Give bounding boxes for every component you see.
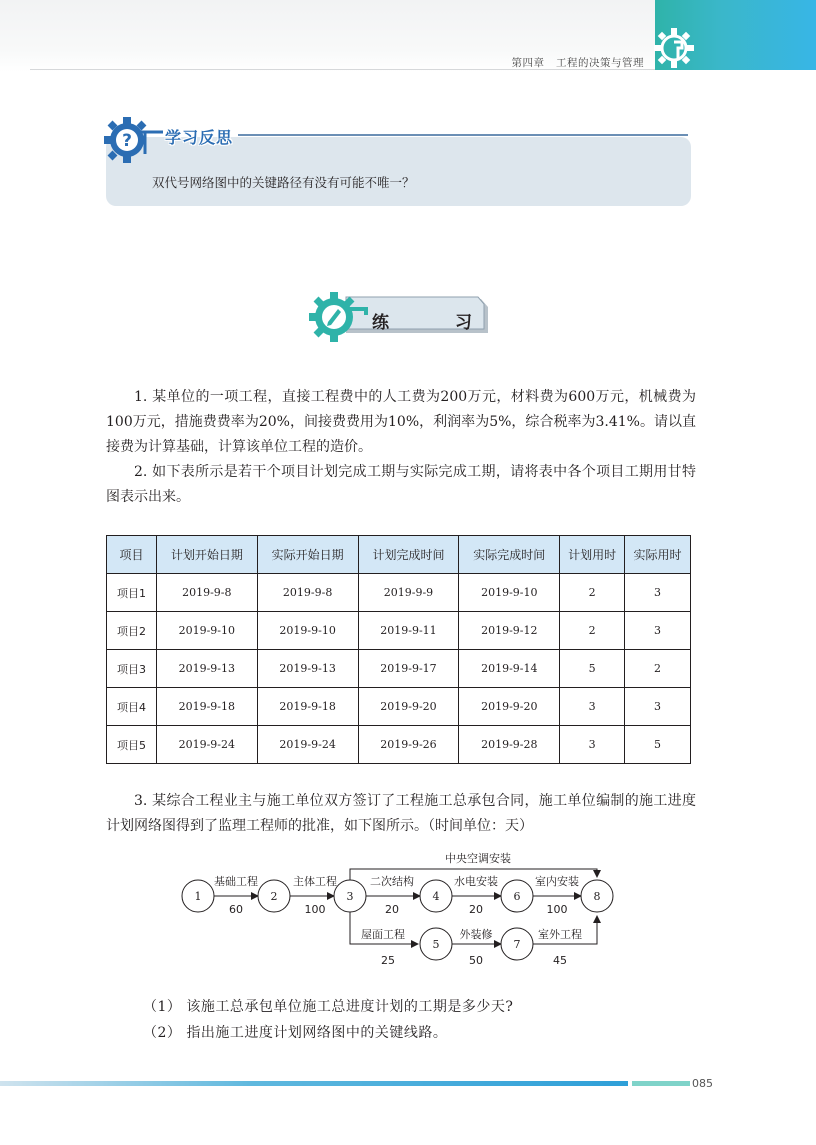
activity-duration: 20 [469,903,483,916]
question-1: （1） 该施工总承包单位施工总进度计划的工期是多少天? [143,999,514,1015]
activity-duration: 50 [469,954,483,967]
problem-3: 3. 某综合工程业主与施工单位双方签订了工程施工总承包合同，施工单位编制的施工进度计划网络图得到了监理工程师的批准，如下图所示。（时间单位：天） [106,793,696,834]
question-gear-icon [103,114,165,166]
table-cell: 2019-9-24 [257,726,358,764]
activity-name: 中央空调安装 [445,852,511,865]
header-cell: 计划用时 [560,536,625,574]
exercise-title [372,308,472,333]
chapter-number: 第四章 [511,57,545,69]
table-cell: 2 [560,612,625,650]
activity-name: 二次结构 [370,875,414,888]
table-cell: 2019-9-28 [459,726,560,764]
footer-accent-bar [632,1081,690,1086]
table-cell: 5 [625,726,691,764]
table-cell: 3 [625,688,691,726]
exercise-title-left: 练 [372,313,389,333]
table-cell: 2019-9-20 [358,688,459,726]
table-cell: 2019-9-10 [156,612,257,650]
table-cell: 2019-9-10 [459,574,560,612]
activity-name: 基础工程 [214,875,258,888]
node-label: 3 [346,890,354,903]
node-label: 2 [270,890,278,903]
node-label: 7 [513,938,521,951]
table-cell: 项目4 [107,688,157,726]
table-cell: 项目1 [107,574,157,612]
table-cell: 项目3 [107,650,157,688]
svg-text:?: ? [122,131,132,151]
chapter-title: 工程的决策与管理 [556,57,644,69]
network-diagram [170,845,630,970]
table-cell: 2019-9-26 [358,726,459,764]
activity-duration: 100 [546,903,568,916]
table-cell: 2019-9-18 [156,688,257,726]
activity-name: 室内安装 [535,875,579,888]
table-cell: 2019-9-14 [459,650,560,688]
activity-duration: 60 [229,903,243,916]
header-cell: 项目 [107,536,157,574]
table-cell: 2 [560,574,625,612]
table-cell: 2019-9-18 [257,688,358,726]
header-cell: 实际开始日期 [257,536,358,574]
node-label: 5 [432,938,440,951]
table-cell: 2 [625,650,691,688]
node-label: 1 [194,890,202,903]
activity-duration: 25 [381,954,395,967]
table-row [107,726,691,764]
activity-duration: 20 [385,903,399,916]
table-cell: 2019-9-13 [257,650,358,688]
table-cell: 3 [560,688,625,726]
table-cell: 5 [560,650,625,688]
footer-bar [0,1081,628,1086]
activity-name: 外装修 [459,928,493,941]
question-2: （2） 指出施工进度计划网络图中的关键线路。 [143,1025,448,1041]
problem-1: 1. 某单位的一项工程，直接工程费中的人工费为200万元，材料费为600万元，机械费为100万元，措施费费率为20%，间接费费用为10%，利润率为5%，综合税率为3.41%。请以直接费为计算基础，计算该单位工程的造价。 [106,389,696,455]
reflection-title: 学习反思 [165,128,234,147]
table-row [107,574,691,612]
activity-name: 水电安装 [454,875,498,888]
table-cell: 2019-9-9 [358,574,459,612]
activity-name: 室外工程 [538,928,582,941]
reflection-question: 双代号网络图中的关键路径有没有可能不唯一？ [152,175,415,190]
gear-icon [652,26,696,70]
header-cell: 实际用时 [625,536,691,574]
header-cell: 计划开始日期 [156,536,257,574]
table-header-row [107,536,691,574]
table-cell: 2019-9-24 [156,726,257,764]
schedule-table [106,535,691,764]
header-cell: 计划完成时间 [358,536,459,574]
reflection-title-rule [238,134,688,136]
header-cell: 实际完成时间 [459,536,560,574]
table-cell: 3 [625,612,691,650]
table-cell: 项目2 [107,612,157,650]
problem-2: 2. 如下表所示是若干个项目计划完成工期与实际完成工期，请将表中各个项目工期用甘特图表示出来。 [106,464,696,505]
table-cell: 2019-9-11 [358,612,459,650]
table-row [107,650,691,688]
table-cell: 2019-9-10 [257,612,358,650]
running-header [511,55,644,70]
exercise-title-right: 习 [455,313,472,333]
node-label: 4 [432,890,440,903]
activity-duration: 45 [553,954,567,967]
table-row [107,688,691,726]
table-cell: 项目5 [107,726,157,764]
table-cell: 3 [625,574,691,612]
table-cell: 2019-9-20 [459,688,560,726]
activity-name: 主体工程 [293,875,337,888]
table-cell: 2019-9-17 [358,650,459,688]
node-label: 6 [513,890,521,903]
table-cell: 2019-9-8 [156,574,257,612]
table-cell: 2019-9-8 [257,574,358,612]
page-number: 085 [692,1077,713,1090]
node-label: 8 [593,890,601,903]
table-cell: 2019-9-12 [459,612,560,650]
table-cell: 2019-9-13 [156,650,257,688]
activity-name: 屋面工程 [361,928,405,941]
table-cell: 3 [560,726,625,764]
activity-duration: 100 [304,903,326,916]
table-row [107,612,691,650]
